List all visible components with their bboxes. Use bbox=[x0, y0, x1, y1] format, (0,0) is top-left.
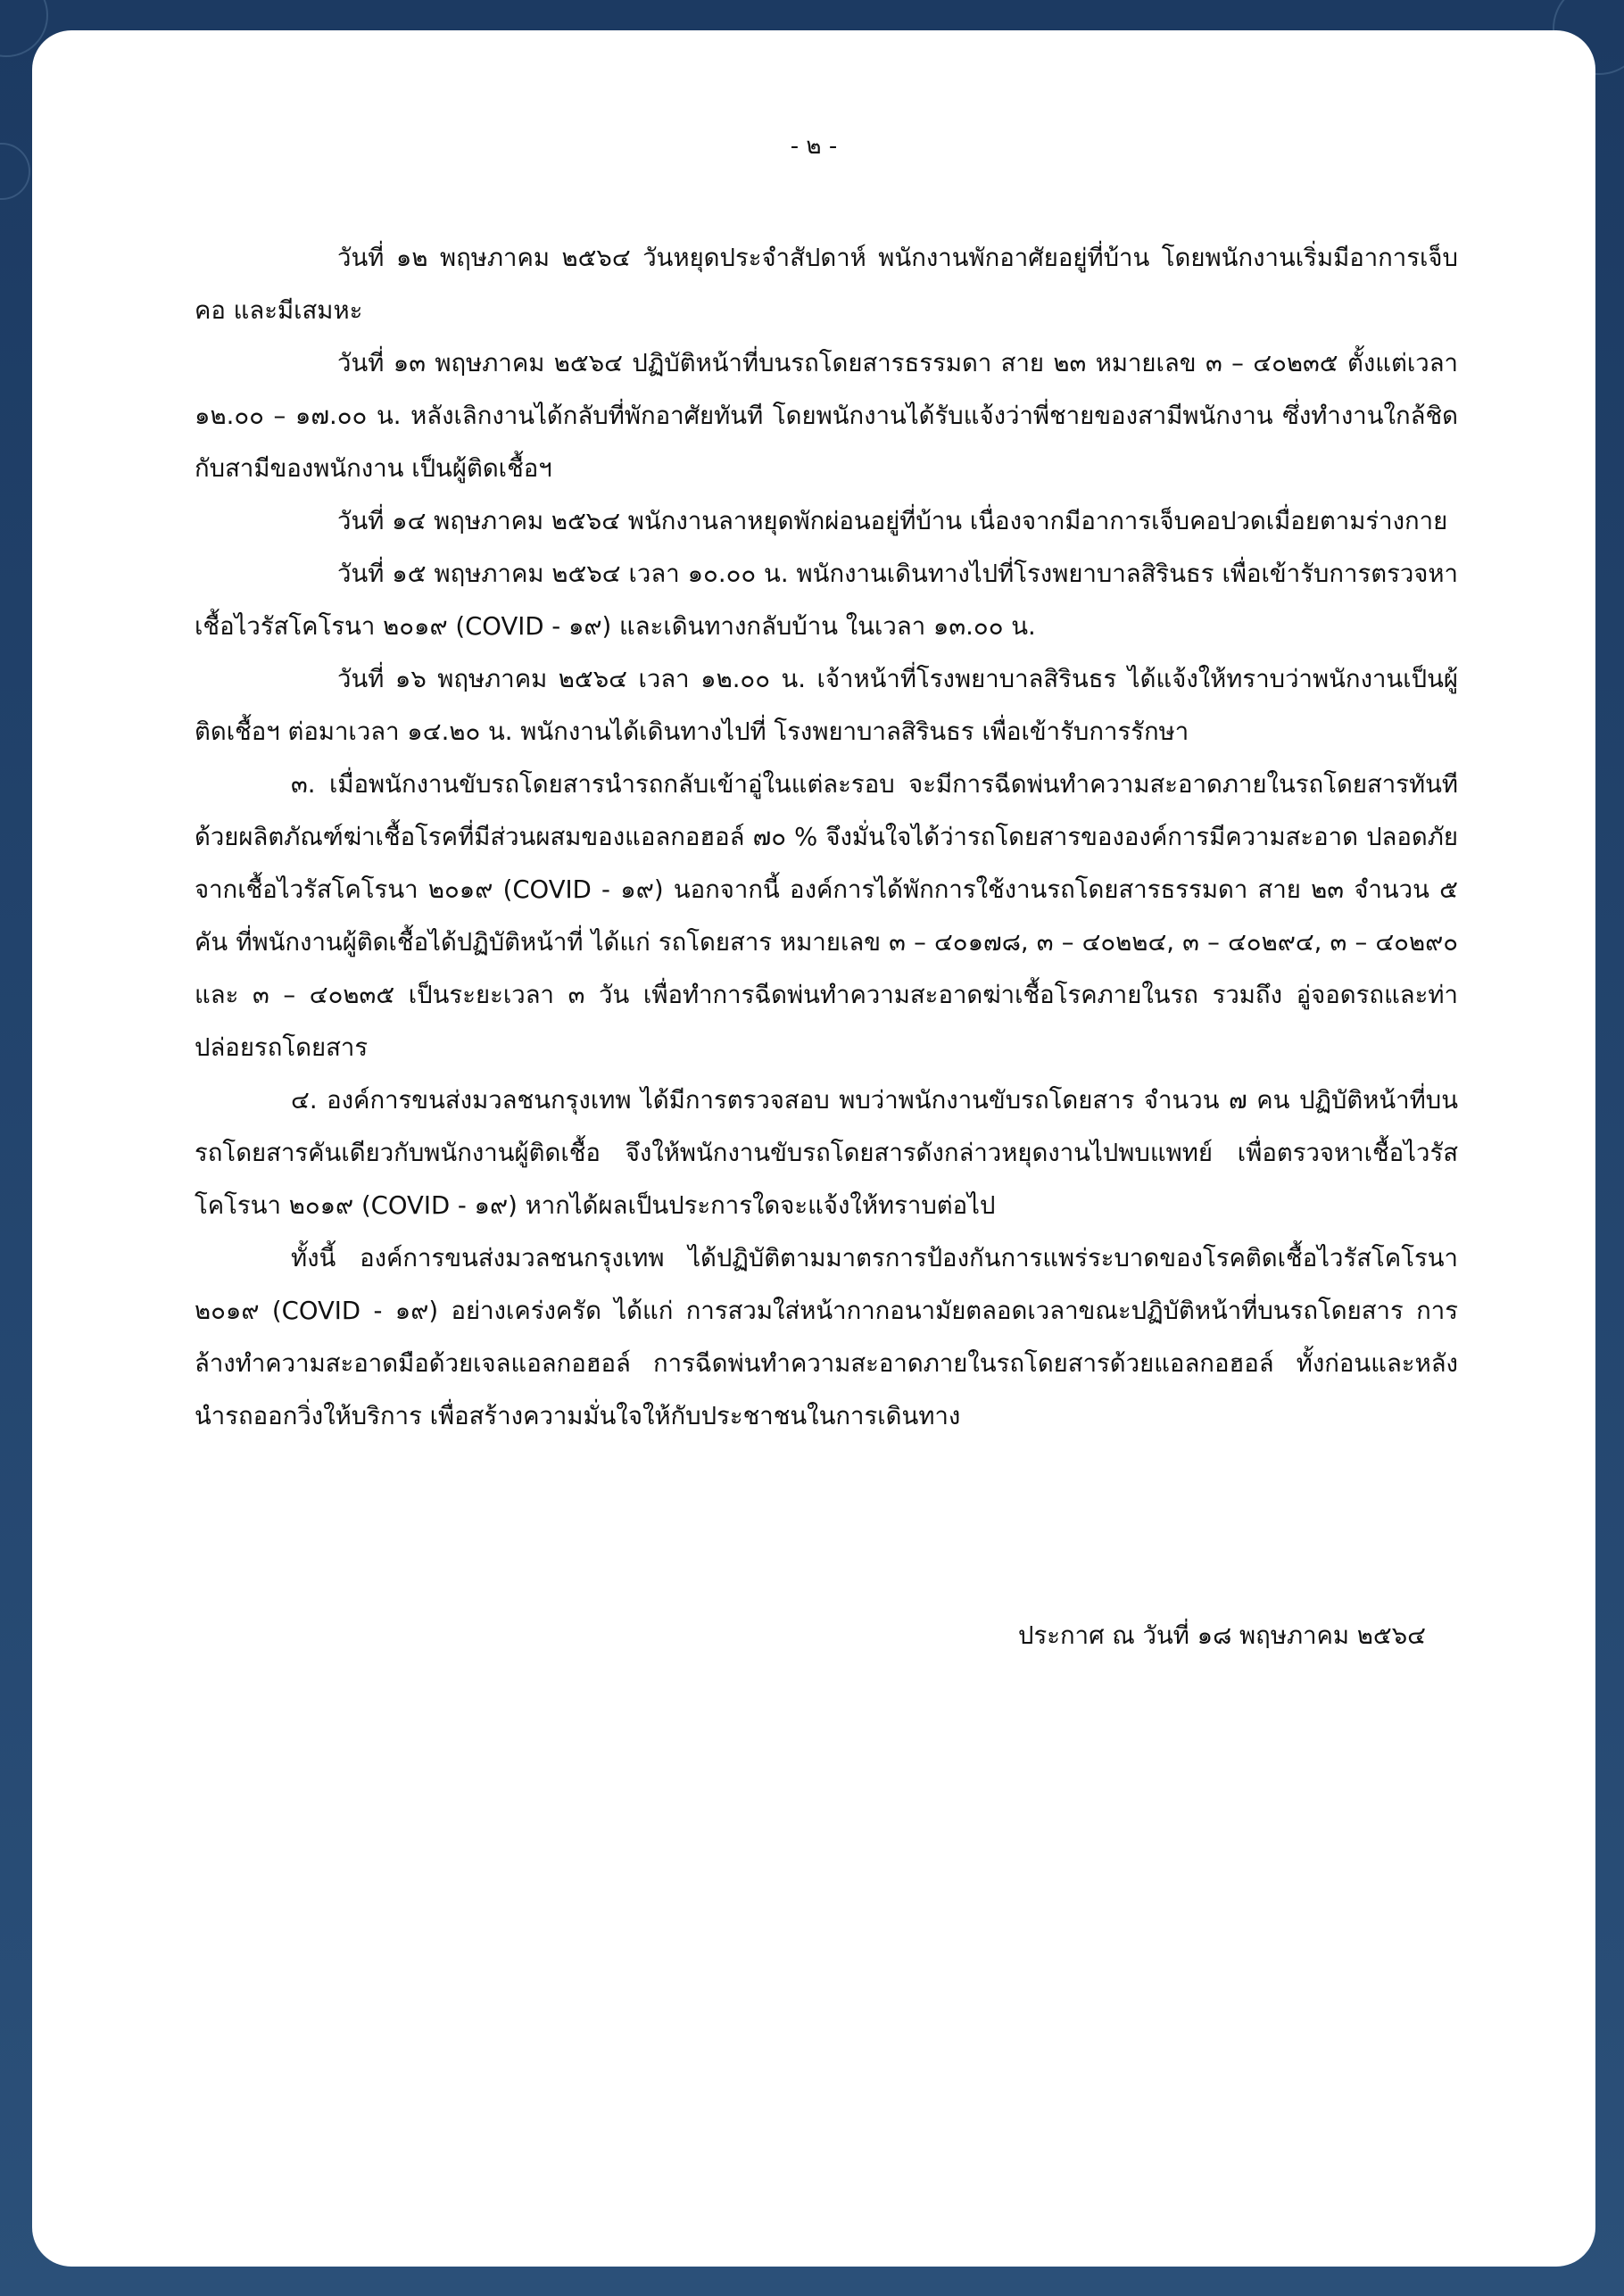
page-number: - ๒ - bbox=[790, 133, 838, 160]
paragraph-closing: ทั้งนี้ องค์การขนส่งมวลชนกรุงเทพ ได้ปฏิบัติตามมาตรการป้องกันการแพร่ระบาดของโรคติดเชื้อไวรัสโคโรนา ๒๐๑๙ (COVID - ๑๙) อย่างเคร่งครัด ได้แก่ การสวมใส่หน้ากากอนามัยตลอดเวลาขณะปฏิบัติหน้าที่บนรถโดยสาร การล้างทำความสะอาดมือด้วยเจลแอลกอฮอล์ การฉีดพ่นทำความสะอาดภายในรถโดยสารด้วยแอลกอฮอล์ ทั้งก่อนและหลังนำรถออกวิ่งให้บริการ เพื่อสร้างความมั่นใจให้กับประชาชนในการเดินทาง bbox=[195, 1244, 1458, 1430]
paragraph-may-12: วันที่ ๑๒ พฤษภาคม ๒๕๖๔ วันหยุดประจำสัปดาห์ พนักงานพักอาศัยอยู่ที่บ้าน โดยพนักงานเริ่มมีอาการเจ็บคอ และมีเสมหะ bbox=[195, 244, 1458, 325]
paragraph-item-3: ๓. เมื่อพนักงานขับรถโดยสารนำรถกลับเข้าอู่ในแต่ละรอบ จะมีการฉีดพ่นทำความสะอาดภายในรถโดยสารทันทีด้วยผลิตภัณฑ์ฆ่าเชื้อโรคที่มีส่วนผสมของแอลกอฮอล์ ๗๐ % จึงมั่นใจได้ว่ารถโดยสารขององค์การมีความสะอาด ปลอดภัยจากเชื้อไวรัสโคโรนา ๒๐๑๙ (COVID - ๑๙) นอกจากนี้ องค์การได้พักการใช้งานรถโดยสารธรรมดา สาย ๒๓ จำนวน ๕ คัน ที่พนักงานผู้ติดเชื้อได้ปฏิบัติหน้าที่ ได้แก่ รถโดยสาร หมายเลข ๓ – ๔๐๑๗๘, ๓ – ๔๐๒๒๔, ๓ – ๔๐๒๙๔, ๓ – ๔๐๒๙๐ และ ๓ – ๔๐๒๓๕ เป็นระยะเวลา ๓ วัน เพื่อทำการฉีดพ่นทำความสะอาดฆ่าเชื้อโรคภายในรถ รวมถึง อู่จอดรถและท่าปล่อยรถโดยสาร bbox=[195, 770, 1458, 1062]
paragraph-item-4: ๔. องค์การขนส่งมวลชนกรุงเทพ ได้มีการตรวจสอบ พบว่าพนักงานขับรถโดยสาร จำนวน ๗ คน ปฏิบัติหน้าที่บนรถโดยสารคันเดียวกับพนักงานผู้ติดเชื้อ จึงให้พนักงานขับรถโดยสารดังกล่าวหยุดงานไปพบแพทย์ เพื่อตรวจหาเชื้อไวรัสโคโรนา ๒๐๑๙ (COVID - ๑๙) หากได้ผลเป็นประการใดจะแจ้งให้ทราบต่อไป bbox=[195, 1086, 1458, 1220]
paragraph-may-15: วันที่ ๑๕ พฤษภาคม ๒๕๖๔ เวลา ๑๐.๐๐ น. พนักงานเดินทางไปที่โรงพยาบาลสิรินธร เพื่อเข้ารับการตรวจหาเชื้อไวรัสโคโรนา ๒๐๑๙ (COVID - ๑๙) และเดินทางกลับบ้าน ในเวลา ๑๓.๐๐ น. bbox=[195, 559, 1458, 641]
document-body bbox=[195, 232, 1458, 1443]
document-page bbox=[32, 30, 1595, 2267]
paragraph-may-16: วันที่ ๑๖ พฤษภาคม ๒๕๖๔ เวลา ๑๒.๐๐ น. เจ้าหน้าที่โรงพยาบาลสิรินธร ได้แจ้งให้ทราบว่าพนักงานเป็นผู้ติดเชื้อฯ ต่อมาเวลา ๑๔.๒๐ น. พนักงานได้เดินทางไปที่ โรงพยาบาลสิรินธร เพื่อเข้ารับการรักษา bbox=[195, 665, 1458, 746]
paragraph-may-13: วันที่ ๑๓ พฤษภาคม ๒๕๖๔ ปฏิบัติหน้าที่บนรถโดยสารธรรมดา สาย ๒๓ หมายเลข ๓ – ๔๐๒๓๕ ตั้งแต่เวลา ๑๒.๐๐ – ๑๗.๐๐ น. หลังเลิกงานได้กลับที่พักอาศัยทันที โดยพนักงานได้รับแจ้งว่าพี่ชายของสามีพนักงาน ซึ่งทำงานใกล้ชิดกับสามีของพนักงาน เป็นผู้ติดเชื้อฯ bbox=[195, 349, 1458, 483]
paragraph-may-14: วันที่ ๑๔ พฤษภาคม ๒๕๖๔ พนักงานลาหยุดพักผ่อนอยู่ที่บ้าน เนื่องจากมีอาการเจ็บคอปวดเมื่อยตามร่างกาย bbox=[337, 507, 1448, 535]
announcement-date-line: ประกาศ ณ วันที่ ๑๘ พฤษภาคม ๒๕๖๔ bbox=[1017, 1621, 1426, 1650]
